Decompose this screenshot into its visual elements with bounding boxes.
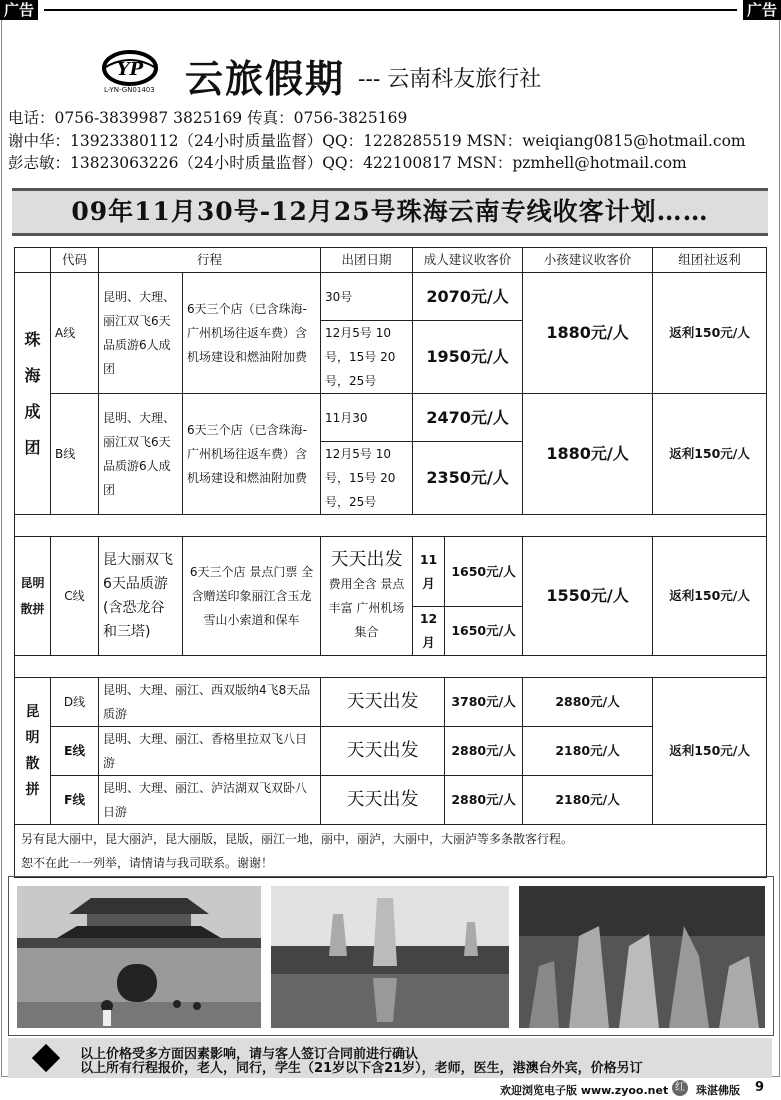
group-zhuhai: 珠海成团 <box>15 273 51 515</box>
header-rebate: 组团社返利 <box>653 248 767 273</box>
bottom-url: 欢迎浏览电子版 www.zyoo.net <box>500 1084 669 1097</box>
header-blank <box>15 248 51 273</box>
rebate-a: 返利150元/人 <box>653 273 767 394</box>
child-price-d: 2880元/人 <box>523 678 653 727</box>
header-date: 出团日期 <box>321 248 413 273</box>
logo-text: YP <box>116 59 144 80</box>
code-c: C线 <box>51 537 99 656</box>
child-price-b: 1880元/人 <box>523 394 653 515</box>
table-row-a1 <box>15 273 767 321</box>
plan-banner <box>12 188 768 236</box>
child-price-e: 2180元/人 <box>523 727 653 776</box>
date-a1: 30号 <box>321 273 413 321</box>
child-price-c: 1550元/人 <box>523 537 653 656</box>
table-row-d <box>15 678 767 727</box>
month-c1: 11月 <box>413 537 445 607</box>
brand-subtitle: --- 云南科友旅行社 <box>358 67 542 92</box>
photo-dali-gate <box>17 886 261 1028</box>
price-a1: 2070元/人 <box>413 273 523 321</box>
date-b2: 12月5号 10号，15号 20号，25号 <box>321 442 413 515</box>
header-child-price: 小孩建议收客价 <box>523 248 653 273</box>
rebate-def: 返利150元/人 <box>653 678 767 825</box>
daily-features-c <box>321 537 413 656</box>
notes-cell <box>15 825 767 878</box>
month-c2: 12月 <box>413 607 445 656</box>
detail-b: 6天三个店（已含珠海-广州机场往返车费）含机场建设和燃油附加费 <box>183 394 321 515</box>
date-a2: 12月5号 10号，15号 20号，25号 <box>321 321 413 394</box>
price-c2: 1650元/人 <box>445 607 523 656</box>
logo-code: L-YN-GN01403 <box>104 86 155 94</box>
daily-e: 天天出发 <box>321 727 445 776</box>
detail-a: 6天三个店（已含珠海-广州机场往返车费）含机场建设和燃油附加费 <box>183 273 321 394</box>
page-number: 9 <box>755 1080 765 1095</box>
brand-name: 云旅假期 <box>185 56 346 101</box>
group-kunming-c: 昆明散拼 <box>15 537 51 656</box>
adult-price-d: 3780元/人 <box>445 678 523 727</box>
photo-strip <box>8 876 774 1036</box>
red-badge-icon: 红 <box>672 1080 688 1096</box>
tour-plan-table <box>14 247 767 878</box>
route-a: 昆明、大理、丽江双飞6天品质游6人成团 <box>99 273 183 394</box>
header-code: 代码 <box>51 248 99 273</box>
note-2: 恕不在此一一列举，请情请与我司联系。谢谢！ <box>21 856 274 870</box>
daily-d: 天天出发 <box>321 678 445 727</box>
header-route: 行程 <box>99 248 321 273</box>
code-f: F线 <box>51 776 99 825</box>
spacer-cell-2 <box>15 656 767 678</box>
header-adult-price: 成人建议收客价 <box>413 248 523 273</box>
price-c1: 1650元/人 <box>445 537 523 607</box>
group-kunming-def: 昆明散拼 <box>15 678 51 825</box>
table-row-c1 <box>15 537 767 607</box>
top-bar <box>0 0 781 20</box>
route-f: 昆明、大理、丽江、泸沽湖双飞双卧八日游 <box>99 776 321 825</box>
code-d: D线 <box>51 678 99 727</box>
table-spacer-1 <box>15 515 767 537</box>
ad-tag-right: 广告 <box>743 0 781 20</box>
spacer-cell-1 <box>15 515 767 537</box>
route-c: 昆大丽双飞6天品质游(含恐龙谷和三塔) <box>99 537 183 656</box>
detail-c: 6天三个店 景点门票 全含赠送印象丽江含玉龙雪山小索道和保车 <box>183 537 321 656</box>
table-spacer-2 <box>15 656 767 678</box>
footnote-2: 以上所有行程报价，老人，同行，学生（21岁以下含21岁），老师，医生，港澳台外宾，价格另订 <box>80 1061 643 1076</box>
code-a: A线 <box>51 273 99 394</box>
company-logo <box>100 48 160 88</box>
banner-title: 09年11月30号-12月25号珠海云南专线收客计划…… <box>71 197 709 226</box>
rebate-b: 返利150元/人 <box>653 394 767 515</box>
route-d: 昆明、大理、丽江、西双版纳4飞8天品质游 <box>99 678 321 727</box>
note-1: 另有昆大丽中，昆大丽泸，昆大丽版，昆版，丽江一地，丽中，丽泸，大丽中，大丽泸等多条散客行程。 <box>21 832 574 846</box>
rebate-c: 返利150元/人 <box>653 537 767 656</box>
child-price-a: 1880元/人 <box>523 273 653 394</box>
contact-phone: 电话：0756-3839987 3825169 传真：0756-3825169 <box>8 109 408 127</box>
child-price-f: 2180元/人 <box>523 776 653 825</box>
route-e: 昆明、大理、丽江、香格里拉双飞八日游 <box>99 727 321 776</box>
photo-three-pagodas <box>271 886 509 1028</box>
top-rule <box>44 9 737 11</box>
code-e: E线 <box>51 727 99 776</box>
table-header-row <box>15 248 767 273</box>
table-row-b1 <box>15 394 767 442</box>
price-b2: 2350元/人 <box>413 442 523 515</box>
table-notes-row <box>15 825 767 878</box>
photo-stone-forest <box>519 886 765 1028</box>
contact-xie: 谢中华：13923380112（24小时质量监督）QQ：1228285519 MSN：weiqiang0815@hotmail.com <box>8 132 746 150</box>
footnote-1: 以上价格受多方面因素影响，请与客人签订合同前进行确认 <box>80 1047 419 1062</box>
bottom-edition: 珠湛佛版 <box>696 1084 740 1097</box>
code-b: B线 <box>51 394 99 515</box>
price-b1: 2470元/人 <box>413 394 523 442</box>
route-b: 昆明、大理、丽江双飞6天品质游6人成团 <box>99 394 183 515</box>
adult-price-f: 2880元/人 <box>445 776 523 825</box>
features-c: 费用全含 景点丰富 广州机场集合 <box>328 577 405 639</box>
contact-peng: 彭志敏：13823063226（24小时质量监督）QQ：422100817 MSN：pzmhell@hotmail.com <box>8 154 687 172</box>
price-a2: 1950元/人 <box>413 321 523 394</box>
adult-price-e: 2880元/人 <box>445 727 523 776</box>
daily-c: 天天出发 <box>330 549 403 570</box>
date-b1: 11月30 <box>321 394 413 442</box>
ad-tag-left: 广告 <box>0 0 38 20</box>
daily-f: 天天出发 <box>321 776 445 825</box>
